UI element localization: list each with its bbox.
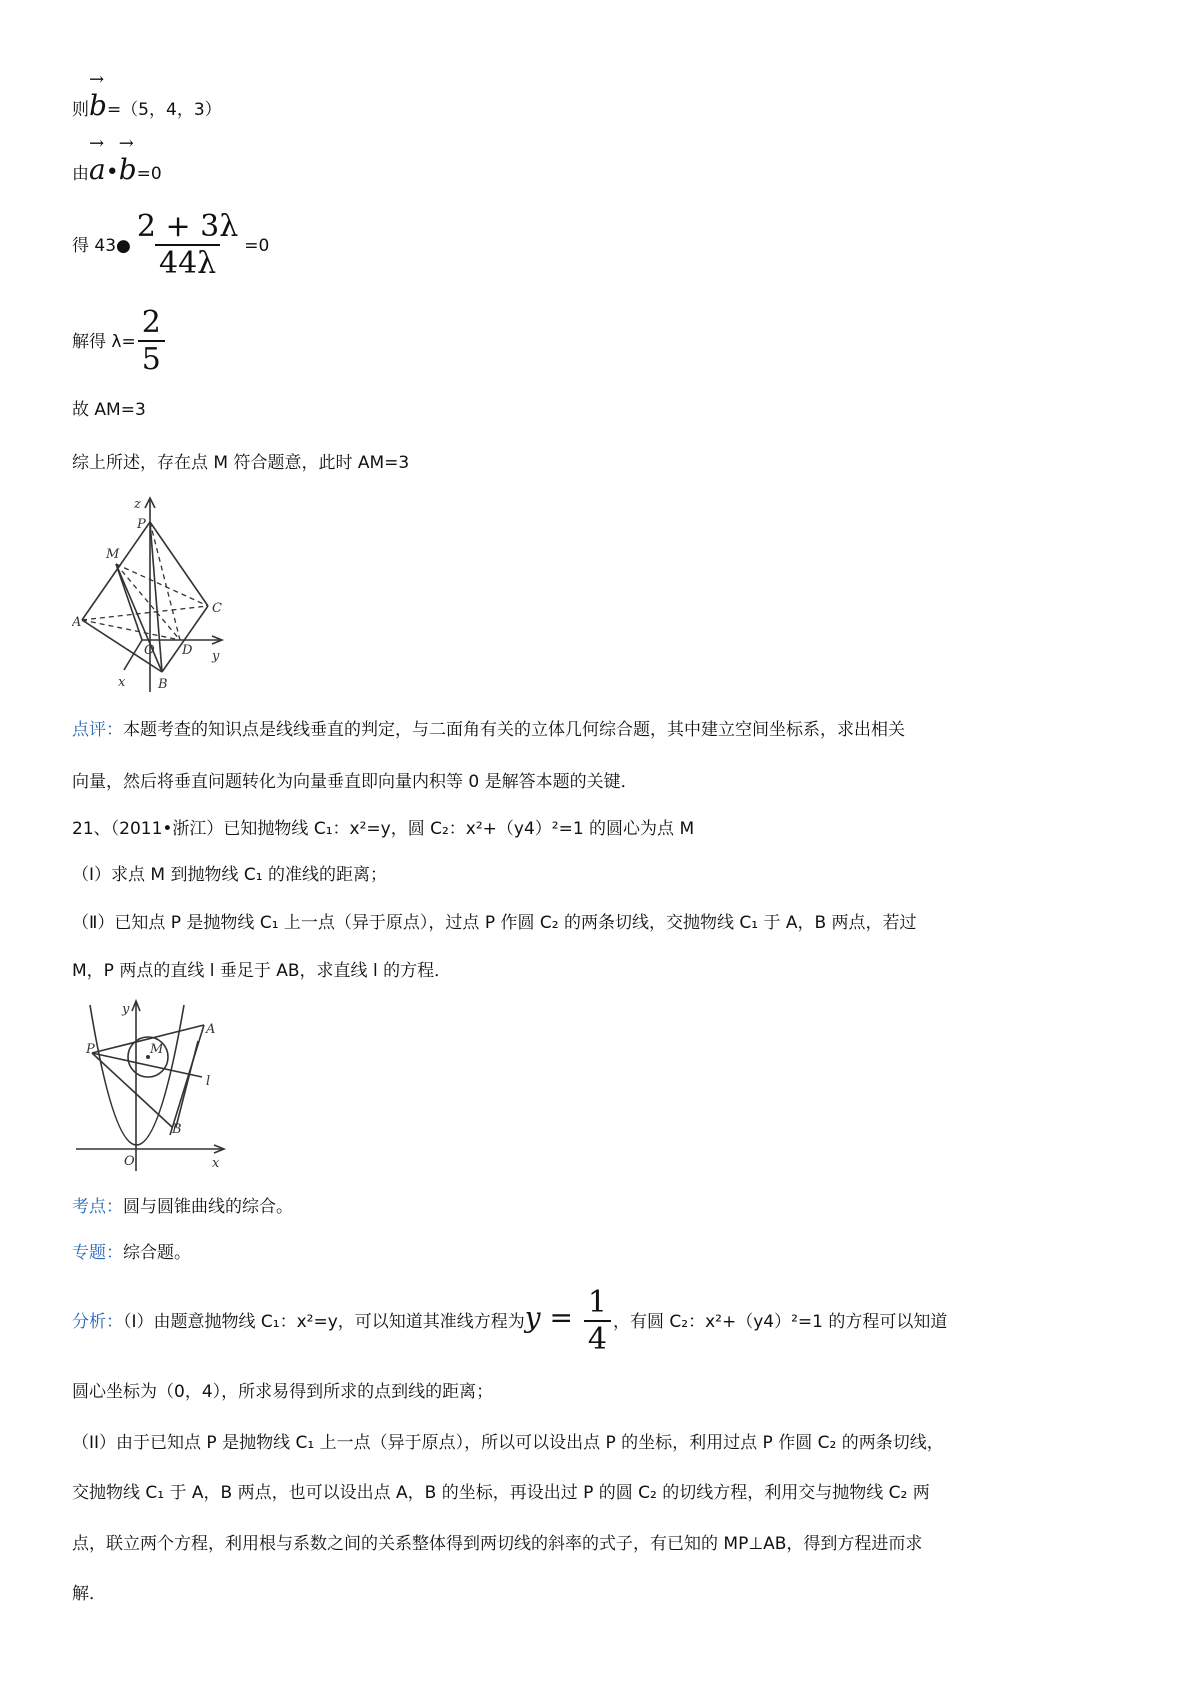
kaodian-line	[72, 1195, 293, 1219]
analysis-text-1: （I）由题意抛物线 C₁：x²=y，可以知道其准线方程为	[123, 1312, 525, 1332]
step-eq-rest: =0	[244, 236, 270, 256]
step-b-prefix: 则	[72, 100, 89, 120]
pyramid-figure	[72, 492, 252, 698]
step-eq-fraction: $\frac{2 + 3\lambda}{44\lambda}$	[136, 209, 239, 281]
fig1-label-x: x	[118, 675, 126, 690]
problem21-part1: （Ⅰ）求点 M 到抛物线 C₁ 的准线的距离；	[72, 865, 387, 885]
analysis-label: 分析：	[72, 1312, 123, 1332]
fig1-label-D: D	[182, 643, 193, 658]
directrix-fraction: $\frac{1}{4}$	[584, 1286, 611, 1358]
step-eq-line	[72, 210, 269, 282]
review-text-1: 本题考查的知识点是线线垂直的判定，与二面角有关的立体几何综合题，其中建立空间坐标系，求出相关	[123, 720, 905, 740]
analysis-line-3: （II）由于已知点 P 是抛物线 C₁ 上一点（异于原点），所以可以设出点 P 的坐标，利用过点 P 作圆 C₂ 的两条切线，	[72, 1433, 944, 1453]
analysis-text-2: ，有圆 C₂：x²+（y4）²=1 的方程可以知道	[612, 1312, 948, 1332]
analysis-line-2: 圆心坐标为（0，4），所求易得到所求的点到线的距离；	[72, 1382, 494, 1402]
fig2-label-O: O	[124, 1154, 135, 1169]
vector-b: → b	[89, 69, 107, 122]
fig2-label-y: y	[122, 1002, 130, 1017]
fig1-label-P: P	[137, 517, 146, 532]
fig1-label-C: C	[212, 601, 222, 616]
analysis-line-6: 解．	[72, 1584, 106, 1604]
summary-text: 综上所述，存在点 M 符合题意，此时 AM=3	[72, 453, 410, 473]
review-line-1	[72, 718, 905, 742]
fig1-label-O: O	[144, 643, 155, 658]
analysis-line-1	[72, 1286, 947, 1358]
fig1-label-B: B	[158, 677, 168, 692]
fig1-label-y: y	[212, 649, 220, 664]
step-eq-prefix: 得 43●	[72, 236, 131, 256]
lambda-fraction: $\frac{2}{5}$	[138, 306, 165, 378]
review-label: 点评：	[72, 720, 123, 740]
zhuanti-label: 专题：	[72, 1243, 123, 1263]
step-solve-prefix: 解得 λ=	[72, 332, 136, 352]
fig2-label-l: l	[206, 1074, 211, 1089]
fig1-label-M: M	[106, 547, 120, 562]
step-am: 故 AM=3	[72, 400, 146, 420]
fig1-label-z: z	[134, 497, 141, 512]
fig2-label-P: P	[86, 1042, 95, 1057]
step-ab-line	[72, 133, 162, 186]
step-b-line	[72, 69, 222, 122]
review-line-2: 向量，然后将垂直问题转化为向量垂直即向量内积等 0 是解答本题的关键．	[72, 772, 638, 792]
vector-a: → a	[89, 133, 106, 186]
analysis-line-4: 交抛物线 C₁ 于 A，B 两点，也可以设出点 A，B 的坐标，再设出过 P 的圆 C₂ 的切线方程，利用交与抛物线 C₂ 两	[72, 1483, 930, 1503]
analysis-line-5: 点，联立两个方程，利用根与系数之间的关系整体得到两切线的斜率的式子，有已知的 MP⊥AB，得到方程进而求	[72, 1534, 923, 1554]
kaodian-text: 圆与圆锥曲线的综合。	[123, 1197, 293, 1217]
fig2-label-B: B	[172, 1122, 182, 1137]
zhuanti-line	[72, 1241, 191, 1265]
directrix-formula-lhs: y =	[524, 1301, 582, 1334]
fig2-label-M: M	[150, 1042, 164, 1057]
parabola-figure	[72, 995, 232, 1175]
vector-b: → b	[118, 133, 137, 186]
fig2-label-A: A	[206, 1022, 216, 1037]
zhuanti-text: 综合题。	[123, 1243, 191, 1263]
step-b-value: =（5，4，3）	[106, 100, 222, 120]
step-ab-value: =0	[136, 164, 162, 184]
fig2-label-x: x	[212, 1156, 220, 1171]
step-ab-prefix: 由	[72, 164, 89, 184]
fig1-label-A: A	[72, 615, 82, 630]
step-solve-line	[72, 306, 167, 378]
kaodian-label: 考点：	[72, 1197, 123, 1217]
problem21-part2-line2: M，P 两点的直线 l 垂足于 AB，求直线 l 的方程．	[72, 961, 452, 981]
problem21-part2-line1: （Ⅱ）已知点 P 是抛物线 C₁ 上一点（异于原点），过点 P 作圆 C₂ 的两条切线，交抛物线 C₁ 于 A，B 两点，若过	[72, 913, 917, 933]
dot-operator: •	[105, 160, 119, 185]
problem21-statement: 21、（2011•浙江）已知抛物线 C₁：x²=y，圆 C₂：x²+（y4）²=1 的圆心为点 M	[72, 819, 695, 839]
